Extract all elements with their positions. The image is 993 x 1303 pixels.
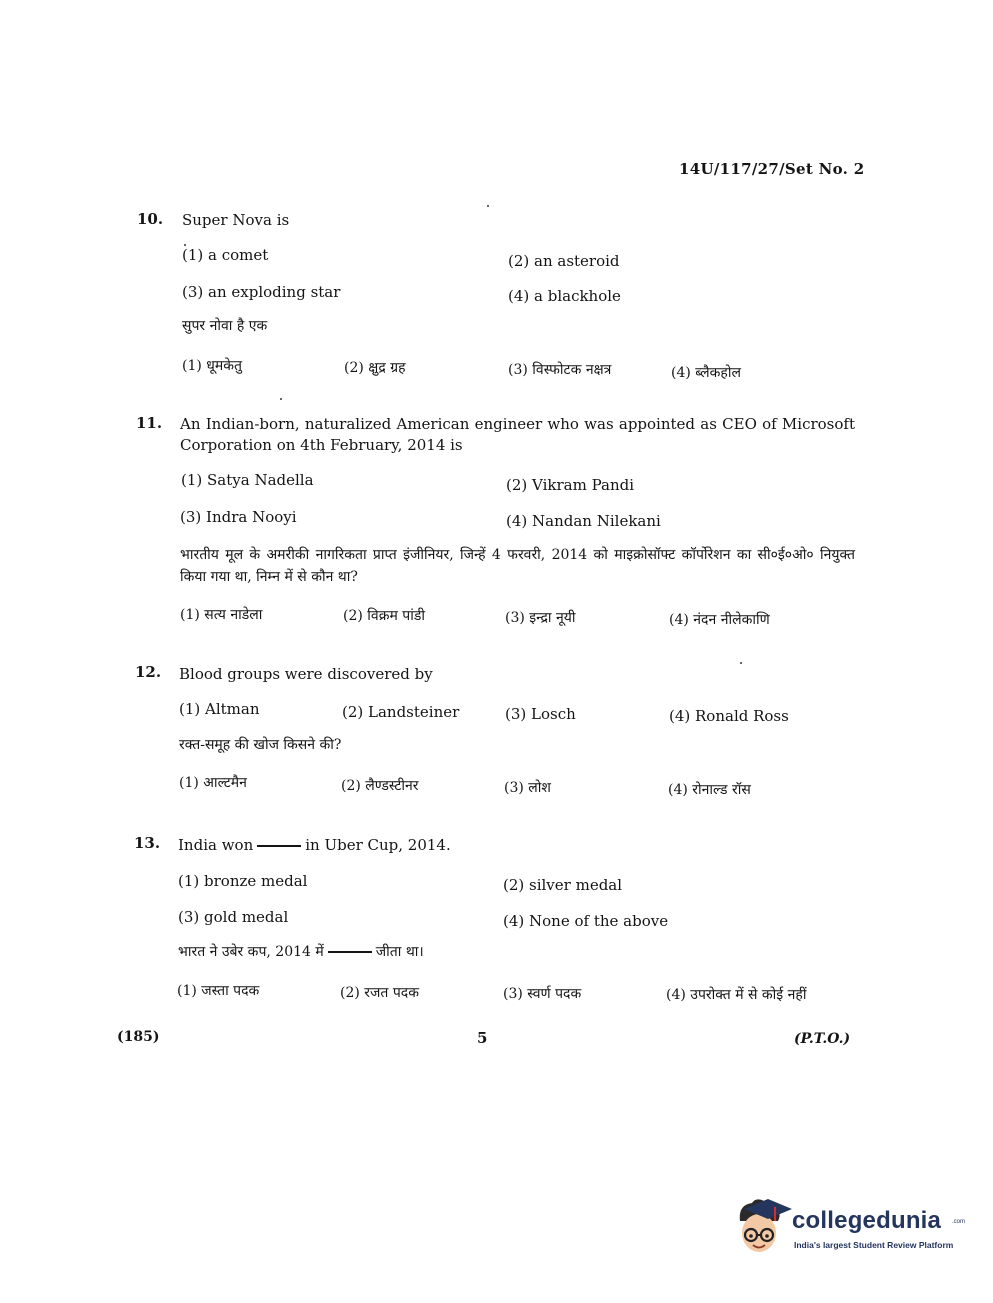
question-10-number: 10. <box>137 210 164 228</box>
q13-hindi-option-2: (2) रजत पदक <box>340 985 419 1001</box>
page-number: 5 <box>477 1029 488 1047</box>
q10-hindi-option-1: (1) धूमकेतु <box>182 358 242 374</box>
q12-option-4: (4) Ronald Ross <box>669 707 789 725</box>
q13-hindi-option-3: (3) स्वर्ण पदक <box>503 986 582 1002</box>
q12-hindi-option-1: (1) आल्टमैन <box>179 775 247 791</box>
question-12-number: 12. <box>135 663 162 681</box>
question-12-text: Blood groups were discovered by <box>179 665 433 683</box>
q12-option-1: (1) Altman <box>179 700 260 718</box>
scan-speck <box>740 662 742 664</box>
question-13-number: 13. <box>134 834 161 852</box>
q13-hindi-before: भारत ने उबेर कप, 2014 में <box>178 944 324 960</box>
mascot-icon <box>734 1195 794 1261</box>
q12-hindi-option-3: (3) लोश <box>504 780 551 796</box>
q11-option-2: (2) Vikram Pandi <box>506 476 634 494</box>
q13-blank <box>257 845 301 847</box>
question-13-text <box>178 836 451 854</box>
q12-hindi-text: रक्त-समूह की खोज किसने की? <box>179 737 342 753</box>
q10-option-3: (3) an exploding star <box>182 283 341 301</box>
logo-tagline: India's largest Student Review Platform <box>794 1240 954 1250</box>
q11-hindi-option-3: (3) इन्द्रा नूयी <box>505 610 576 626</box>
paper-code: 14U/117/27/Set No. 2 <box>679 160 865 178</box>
q12-hindi-option-2: (2) लैण्डस्टीनर <box>341 778 419 794</box>
q11-option-4: (4) Nandan Nilekani <box>506 512 661 530</box>
q10-option-1: (1) a comet <box>182 246 269 264</box>
q13-hindi-option-4: (4) उपरोक्त में से कोई नहीं <box>666 987 807 1003</box>
q10-hindi-option-2: (2) क्षुद्र ग्रह <box>344 360 406 376</box>
logo-suffix: .com <box>952 1219 966 1225</box>
footer-code: (185) <box>117 1029 160 1045</box>
q13-option-4: (4) None of the above <box>503 912 669 930</box>
q10-hindi-text: सुपर नोवा है एक <box>182 318 268 334</box>
q11-hindi-text: भारतीय मूल के अमरीकी नागरिकता प्राप्त इंजीनियर, जिन्हें 4 फरवरी, 2014 को माइक्रोसॉफ्ट कॉर्पोरेशन का सी०ई०ओ० नियुक्त किया गया था, निम्न में से कौन था? <box>180 547 855 585</box>
q13-option-2: (2) silver medal <box>503 876 623 894</box>
question-11-text: An Indian-born, naturalized American engineer who was appointed as CEO of Microsoft Corporation on 4th February, 2014 is <box>180 415 855 454</box>
collegedunia-logo <box>734 1195 964 1261</box>
q11-hindi-option-1: (1) सत्य नाडेला <box>180 607 263 623</box>
scan-speck <box>280 398 282 400</box>
q13-option-1: (1) bronze medal <box>178 872 308 890</box>
q11-option-3: (3) Indra Nooyi <box>180 508 297 526</box>
q10-hindi-option-4: (4) ब्लैकहोल <box>671 365 741 381</box>
question-11-number: 11. <box>136 414 163 432</box>
question-10-text: Super Nova is <box>182 211 290 229</box>
q13-hindi-text <box>178 942 424 961</box>
q11-hindi-option-2: (2) विक्रम पांडी <box>343 608 425 624</box>
q13-hindi-option-1: (1) जस्ता पदक <box>177 983 260 999</box>
q10-option-2: (2) an asteroid <box>508 252 620 270</box>
scan-speck <box>184 244 186 246</box>
q13-text-after: in Uber Cup, 2014. <box>305 836 451 854</box>
pto-label: (P.T.O.) <box>794 1031 851 1047</box>
q10-option-4: (4) a blackhole <box>508 287 621 305</box>
q11-hindi-option-4: (4) नंदन नीलेकाणि <box>669 612 770 628</box>
q13-hindi-blank <box>328 951 372 953</box>
q12-option-2: (2) Landsteiner <box>342 703 460 721</box>
scan-speck <box>487 205 489 207</box>
q11-option-1: (1) Satya Nadella <box>181 471 314 489</box>
q13-option-3: (3) gold medal <box>178 908 289 926</box>
logo-wordmark: collegedunia <box>792 1207 942 1234</box>
q12-option-3: (3) Losch <box>505 705 576 723</box>
q13-hindi-after: जीता था। <box>375 944 424 960</box>
q12-hindi-option-4: (4) रोनाल्ड रॉस <box>668 782 751 798</box>
q13-text-before: India won <box>178 836 254 854</box>
q10-hindi-option-3: (3) विस्फोटक नक्षत्र <box>508 362 612 378</box>
